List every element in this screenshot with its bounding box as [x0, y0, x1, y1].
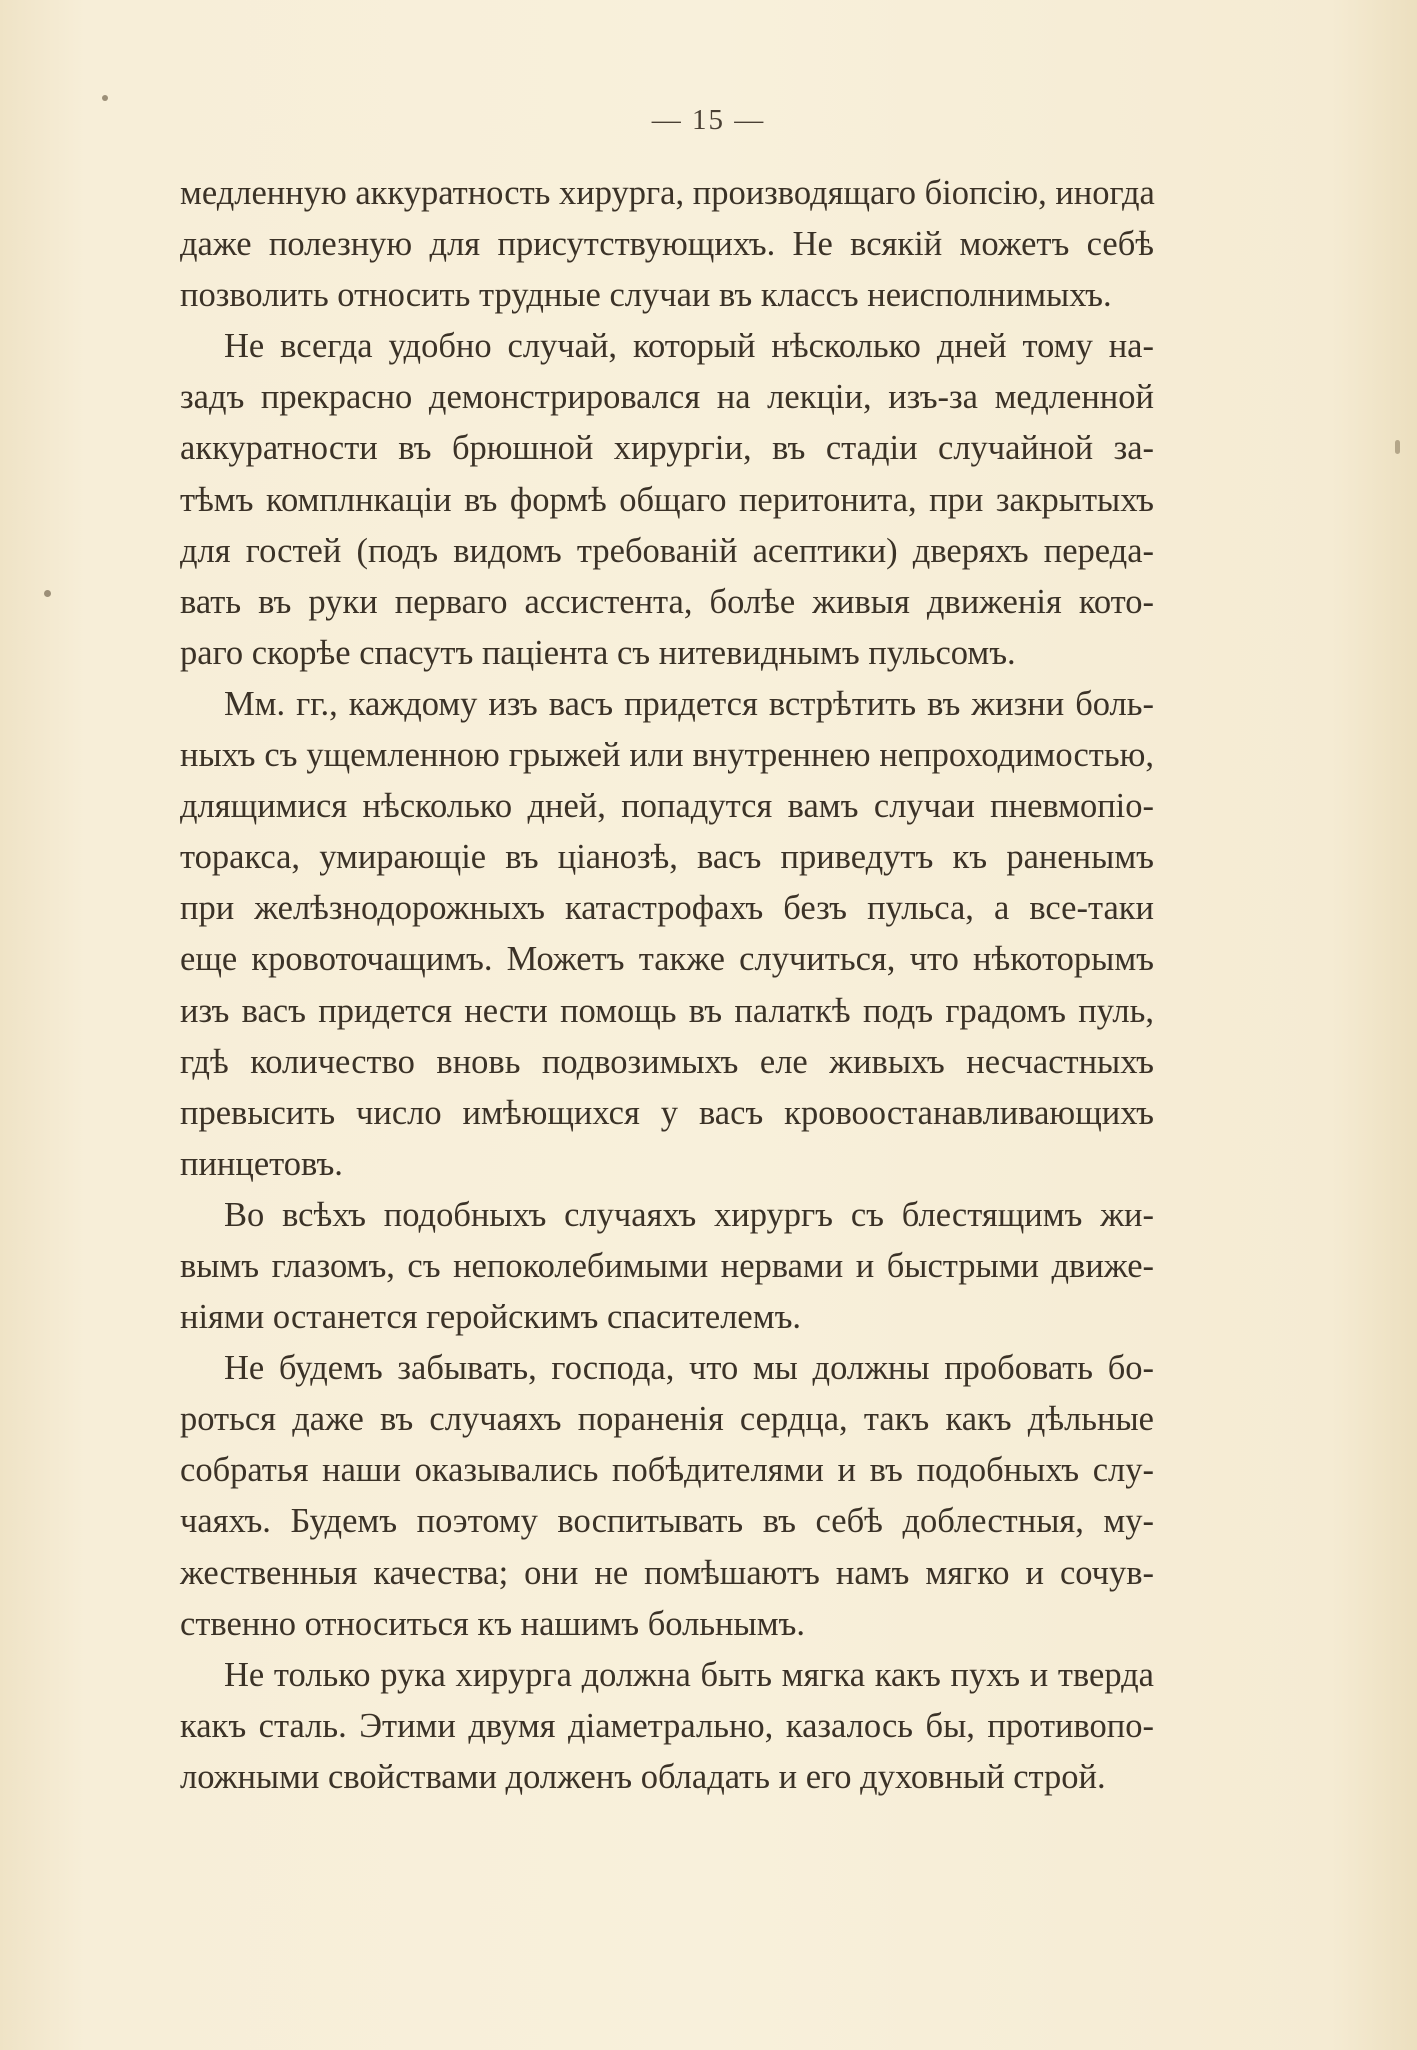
text-line: ніями останется геройскимъ спасителемъ. — [180, 1298, 802, 1337]
text-line: торакса, умирающіе въ ціанозѣ, васъ приведутъ къ раненымъ — [180, 838, 1154, 877]
text-line: для гостей (подъ видомъ требованій асептики) дверяхъ переда- — [180, 531, 1154, 570]
text-line: ныхъ съ ущемленною грыжей или внутреннею непроходимостью, — [180, 736, 1154, 775]
text-line: ложными свойствами долженъ обладать и его духовный строй. — [180, 1757, 1106, 1796]
paper-speck — [44, 590, 51, 597]
text-line: Мм. гг., каждому изъ васъ придется встрѣтить въ жизни боль- — [224, 684, 1154, 723]
text-line: при желѣзнодорожныхъ катастрофахъ безъ пульса, а все-таки — [180, 889, 1154, 928]
text-line: позволить относить трудные случаи въ классъ неисполнимыхъ. — [180, 276, 1112, 315]
text-line: аккуратности въ брюшной хирургіи, въ стадіи случайной за- — [180, 429, 1154, 468]
paper-speck — [1395, 440, 1400, 454]
text-line: медленную аккуратность хирурга, производящаго біопсію, иногда — [180, 174, 1155, 212]
paragraph — [180, 168, 1154, 321]
text-line: вать въ руки перваго ассистента, болѣе живыя движенія кото- — [180, 582, 1154, 621]
paragraph — [180, 321, 1154, 679]
paragraph — [180, 1650, 1154, 1803]
text-line: чаяхъ. Будемъ поэтому воспитывать въ себѣ доблестныя, му- — [180, 1502, 1154, 1541]
text-line: длящимися нѣсколько дней, попадутся вамъ случаи пневмопіо- — [180, 787, 1154, 826]
text-line: жественныя качества; они не помѣшаютъ намъ мягко и сочув- — [180, 1553, 1154, 1592]
page-number: — 15 — — [651, 104, 766, 136]
paragraph — [180, 1190, 1154, 1343]
text-line: раго скорѣе спасутъ паціента съ нитевиднымъ пульсомъ. — [180, 633, 1016, 672]
paper-speck — [102, 95, 108, 101]
text-line: Не будемъ забывать, господа, что мы должны пробовать бо- — [224, 1349, 1154, 1388]
text-line: Не всегда удобно случай, который нѣсколько дней тому на- — [224, 327, 1154, 366]
text-line: ственно относиться къ нашимъ больнымъ. — [180, 1604, 805, 1643]
text-line: какъ сталь. Этими двумя діаметрально, казалось бы, противопо- — [180, 1706, 1154, 1745]
text-line: вымъ глазомъ, съ непоколебимыми нервами и быстрыми движе- — [180, 1246, 1154, 1285]
page-body-text — [180, 168, 1154, 1803]
text-line: задъ прекрасно демонстрировался на лекціи, изъ-за медленной — [180, 378, 1154, 417]
text-line: еще кровоточащимъ. Можетъ также случиться, что нѣкоторымъ — [180, 940, 1154, 979]
text-line: даже полезную для присутствующихъ. Не всякій можетъ себѣ — [180, 225, 1154, 264]
text-line: роться даже въ случаяхъ пораненія сердца, такъ какъ дѣльные — [180, 1400, 1154, 1439]
text-line: гдѣ количество вновь подвозимыхъ еле живыхъ несчастныхъ — [180, 1042, 1154, 1081]
text-line: Не только рука хирурга должна быть мягка какъ пухъ и тверда — [224, 1655, 1154, 1694]
text-line: Во всѣхъ подобныхъ случаяхъ хирургъ съ блестящимъ жи- — [224, 1195, 1154, 1234]
paragraph — [180, 679, 1154, 1190]
text-line: тѣмъ комплнкаціи въ формѣ общаго перитонита, при закрытыхъ — [180, 480, 1154, 519]
text-line: превысить число имѣющихся у васъ кровоостанавливающихъ — [180, 1093, 1154, 1132]
paragraph — [180, 1343, 1154, 1650]
text-line: собратья наши оказывались побѣдителями и въ подобныхъ слу- — [180, 1451, 1154, 1490]
text-line: изъ васъ придется нести помощь въ палаткѣ подъ градомъ пуль, — [180, 991, 1154, 1030]
text-line: пинцетовъ. — [180, 1144, 343, 1183]
